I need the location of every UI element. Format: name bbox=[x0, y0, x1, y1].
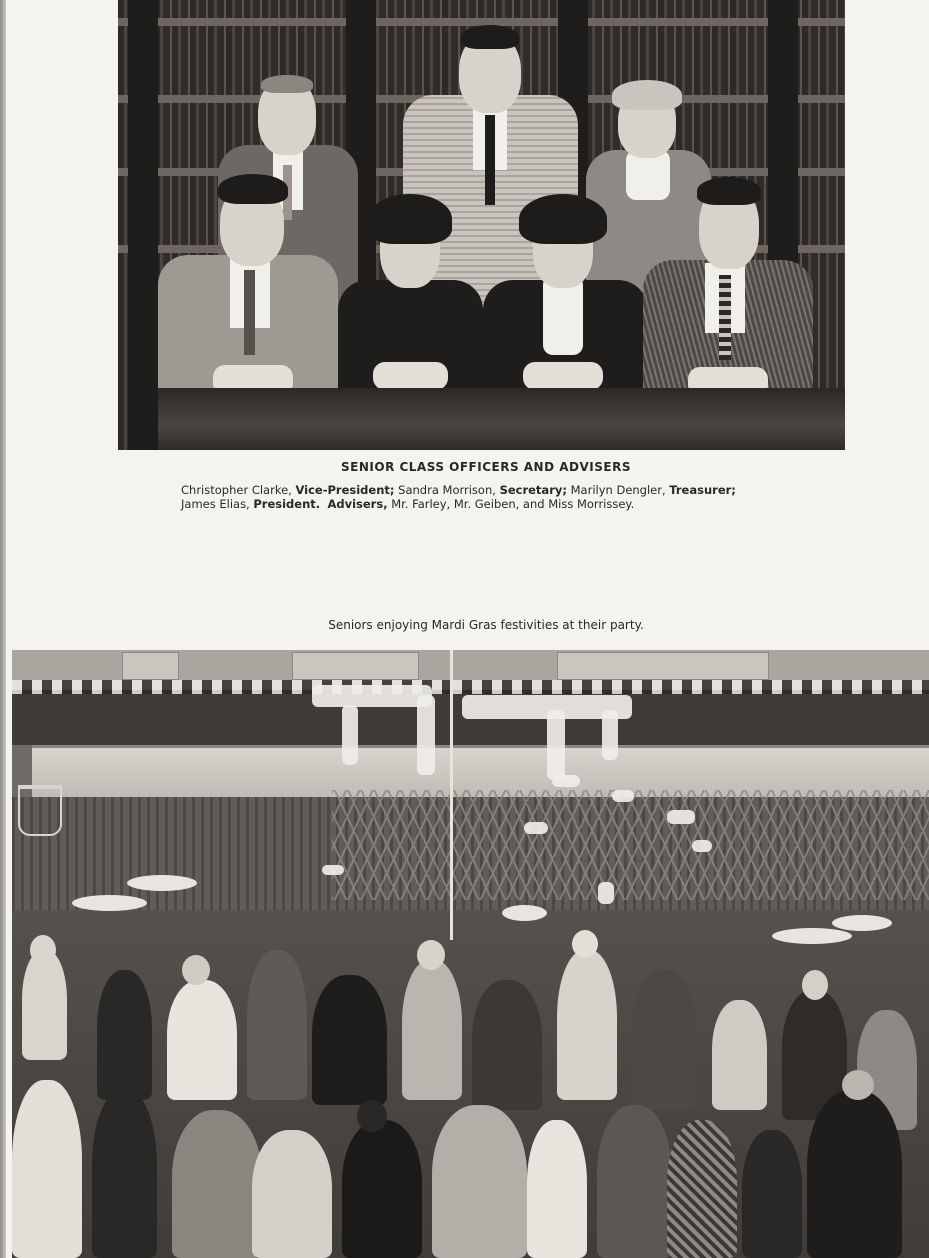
dancer-head bbox=[417, 940, 445, 970]
dancer bbox=[22, 950, 67, 1060]
dancer bbox=[632, 970, 697, 1110]
dancer bbox=[92, 1090, 157, 1258]
dancer bbox=[527, 1120, 587, 1258]
caption-segment-bold: Treasurer; bbox=[669, 483, 736, 497]
streamer-decoration bbox=[312, 685, 432, 707]
dancer bbox=[402, 960, 462, 1100]
caption-title: SENIOR CLASS OFFICERS AND ADVISERS bbox=[341, 460, 631, 474]
gym-window bbox=[122, 652, 179, 680]
balloon bbox=[524, 822, 548, 834]
dancer bbox=[742, 1130, 802, 1258]
party-table bbox=[502, 905, 547, 921]
mardi-gras-party-photo bbox=[12, 650, 929, 1258]
party-table bbox=[772, 928, 852, 944]
dancer-head bbox=[802, 970, 828, 1000]
caption-segment-bold: Vice-President; bbox=[295, 483, 395, 497]
caption-segment-bold: Advisers, bbox=[327, 497, 388, 511]
dancer bbox=[247, 950, 307, 1100]
balloon bbox=[692, 840, 712, 852]
officers-advisers-photo bbox=[118, 0, 845, 450]
balloon bbox=[552, 775, 580, 787]
dancer bbox=[712, 1000, 767, 1110]
caption-segment-bold: President. bbox=[253, 497, 321, 511]
dancer-head bbox=[842, 1070, 874, 1100]
dancer bbox=[342, 1120, 422, 1258]
officer-james-elias bbox=[643, 175, 813, 400]
dancer-head bbox=[182, 955, 210, 985]
party-caption: Seniors enjoying Mardi Gras festivities at their party. bbox=[328, 618, 644, 632]
caption-segment-bold: Secretary; bbox=[499, 483, 567, 497]
dancer-head bbox=[572, 930, 598, 958]
caption-segment: Mr. Farley, Mr. Geiben, and Miss Morrissey. bbox=[387, 497, 635, 511]
dancer bbox=[432, 1105, 527, 1258]
dancer bbox=[12, 1080, 82, 1258]
dancer bbox=[97, 970, 152, 1100]
officer-sandra-morrison bbox=[338, 190, 483, 400]
dancer bbox=[312, 975, 387, 1105]
dancer bbox=[472, 980, 542, 1110]
maypole bbox=[450, 650, 453, 940]
dancer-head bbox=[357, 1100, 387, 1132]
streamer-decoration bbox=[417, 695, 435, 775]
caption-segment: Christopher Clarke, bbox=[181, 483, 296, 497]
officers-caption bbox=[166, 458, 806, 511]
streamer-decoration bbox=[547, 710, 565, 780]
streamer-decoration bbox=[602, 710, 618, 760]
caption-line-2 bbox=[181, 497, 806, 511]
caption-line-1 bbox=[181, 483, 806, 497]
party-table bbox=[127, 875, 197, 891]
balloon bbox=[667, 810, 695, 824]
balloon bbox=[322, 865, 344, 875]
bookcase-post bbox=[128, 0, 158, 450]
caption-segment: James Elias, bbox=[181, 497, 254, 511]
dancer bbox=[597, 1105, 672, 1258]
basketball-hoop bbox=[18, 785, 62, 836]
dancer bbox=[557, 950, 617, 1100]
caption-segment: Sandra Morrison, bbox=[394, 483, 500, 497]
streamer-decoration bbox=[342, 705, 358, 765]
dancer bbox=[167, 980, 237, 1100]
caption-text bbox=[166, 483, 806, 511]
party-table bbox=[72, 895, 147, 911]
pennant-banner bbox=[12, 680, 929, 694]
gym-window bbox=[292, 652, 419, 680]
yearbook-page bbox=[6, 0, 929, 1258]
dancer bbox=[172, 1110, 262, 1258]
dancer bbox=[252, 1130, 332, 1258]
party-table bbox=[832, 915, 892, 931]
balloon bbox=[612, 790, 634, 802]
caption-segment: Marilyn Dengler, bbox=[566, 483, 670, 497]
officer-christopher-clarke bbox=[158, 170, 338, 400]
decorated-bleachers bbox=[332, 790, 929, 900]
balloon bbox=[598, 882, 614, 904]
conference-table bbox=[158, 388, 845, 450]
dancer bbox=[667, 1120, 737, 1258]
gym-window bbox=[557, 652, 769, 680]
dancer bbox=[807, 1090, 902, 1258]
dancer-head bbox=[30, 935, 56, 965]
officer-marilyn-dengler bbox=[483, 190, 648, 400]
